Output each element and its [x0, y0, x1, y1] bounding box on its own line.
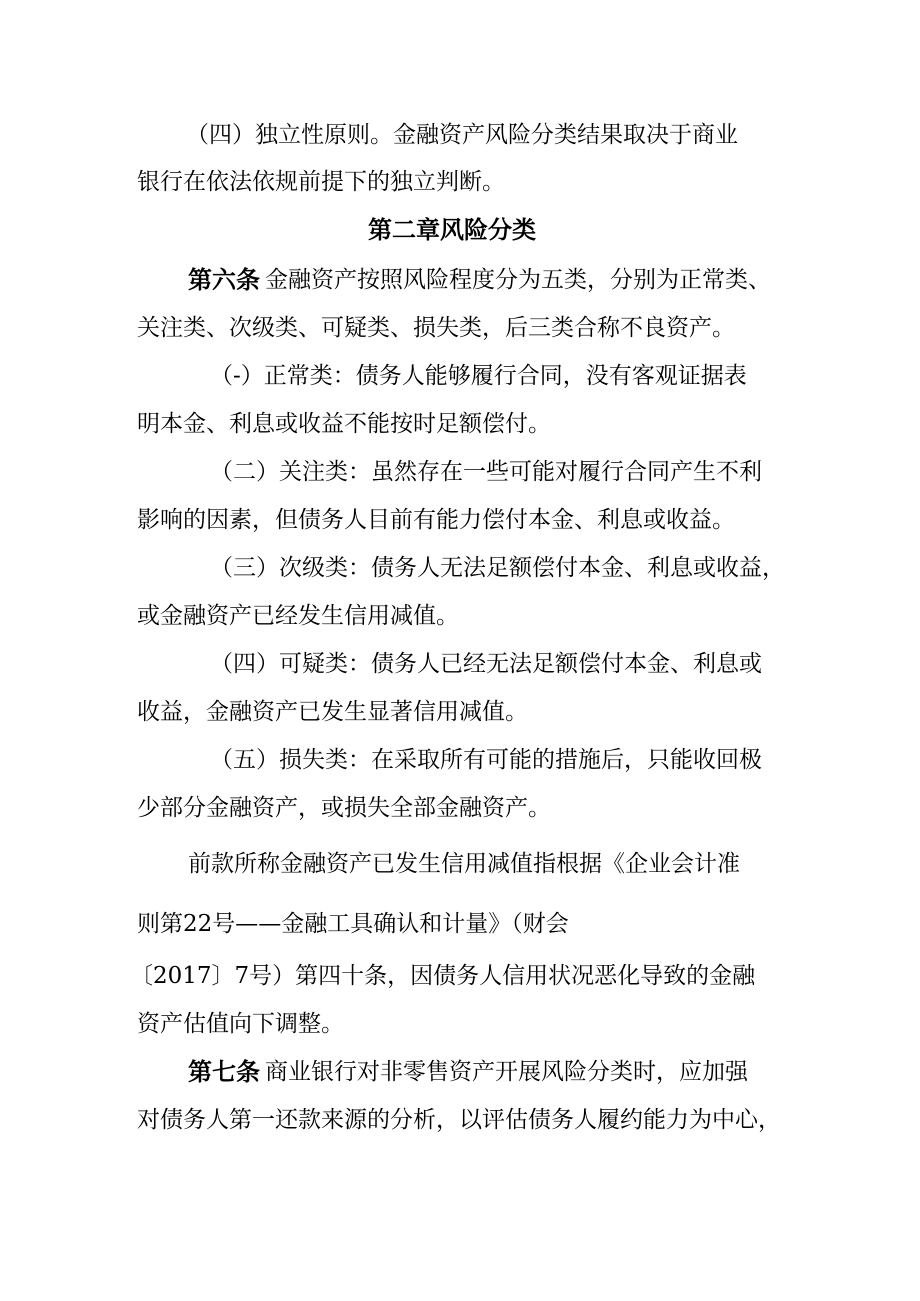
text-span: 〔2017〕7号）第四十条，因债务人信用状况恶化导致的金融 [130, 963, 756, 989]
text-span: 资产估值向下调整。 [137, 1011, 344, 1037]
text-span: 关注类、次级类、可疑类、损失类，后三类合称不良资产。 [137, 315, 735, 341]
class-substandard-line-2 [0, 598, 920, 634]
class-attention-line-2 [0, 502, 920, 538]
text-span: （四）独立性原则。金融资产风险分类结果取决于商业 [186, 122, 738, 148]
article-7-line-1 [0, 1054, 920, 1090]
class-loss-line-1 [0, 742, 920, 778]
article-7-line-2 [0, 1102, 920, 1138]
text-span: 商业银行对非零售资产开展风险分类时，应加强 [265, 1059, 748, 1085]
text-span: 对债务人第一还款来源的分析，以评估债务人履约能力为中心， [137, 1107, 781, 1133]
class-normal-line-1 [0, 358, 920, 394]
text-span: （三）次级类：债务人无法足额偿付本金、利息或收益， [210, 555, 785, 581]
credit-impairment-note-line-4 [0, 1006, 920, 1042]
article-6-line-1 [0, 262, 920, 298]
class-substandard-line-1 [0, 550, 920, 586]
text-span: 或金融资产已经发生信用减值。 [137, 603, 459, 629]
article-6-line-2 [0, 310, 920, 346]
text-span: 少部分金融资产，或损失全部金融资产。 [137, 795, 551, 821]
chapter-title [0, 212, 920, 248]
text-span: （二）关注类：虽然存在一些可能对履行合同产生不利 [210, 459, 762, 485]
text-span: 银行在依法依规前提下的独立判断。 [137, 169, 505, 195]
class-doubtful-line-1 [0, 646, 920, 682]
text-span: （四）可疑类：债务人已经无法足额偿付本金、利息或 [210, 651, 762, 677]
paragraph-independence-line-1 [0, 117, 920, 153]
text-span: 收益，金融资产已发生显著信用减值。 [137, 699, 528, 725]
credit-impairment-note-line-3 [0, 958, 920, 994]
text-span: 前款所称金融资产已发生信用减值指根据《企业会计准 [188, 851, 740, 877]
credit-impairment-note-line-2 [0, 906, 920, 942]
paragraph-independence-line-2 [0, 164, 920, 200]
class-doubtful-line-2 [0, 694, 920, 730]
text-span: 金融资产按照风险程度分为五类，分别为正常类、 [265, 267, 771, 293]
article-6-label: 第六条 [188, 266, 260, 294]
text-span: 影响的因素，但债务人目前有能力偿付本金、利息或收益。 [137, 507, 735, 533]
class-loss-line-2 [0, 790, 920, 826]
chapter-title-text: 第二章风险分类 [368, 216, 536, 244]
class-normal-line-2 [0, 406, 920, 442]
text-span: （-）正常类：债务人能够履行合同，没有客观证据表 [210, 363, 747, 389]
class-attention-line-1 [0, 454, 920, 490]
article-7-label: 第七条 [188, 1058, 260, 1086]
credit-impairment-note-line-1 [0, 846, 920, 882]
text-span: （五）损失类：在采取所有可能的措施后，只能收回极 [210, 747, 762, 773]
text-span: 则第22号——金融工具确认和计量》（财会 [137, 911, 569, 937]
text-span: 明本金、利息或收益不能按时足额偿付。 [137, 411, 551, 437]
